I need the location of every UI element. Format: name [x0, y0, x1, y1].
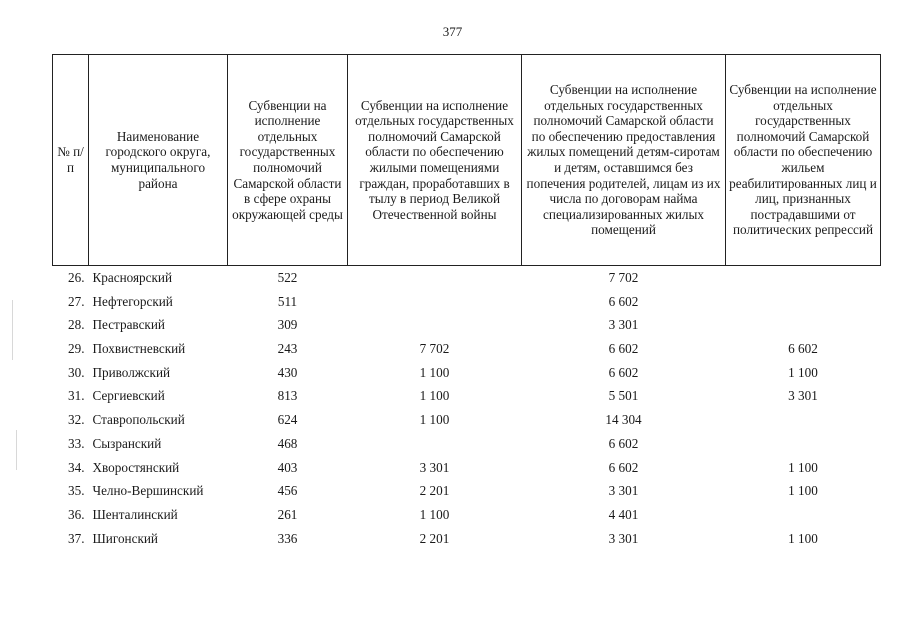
row-number: 33.	[68, 435, 85, 451]
table-row	[53, 313, 881, 337]
row-value-orphans: 7 702	[608, 270, 639, 286]
row-value-env: 468	[277, 435, 298, 451]
header-col3: Субвенции на исполнение отдельных государственных полномочий Самарской области по обеспечению предоставления жилых помещений детям-сиротам и детям, оставшимся без попечения родителей, лицам из их числа по договорам найма специализированных жилых помещений	[522, 55, 726, 266]
row-value-orphans: 6 602	[608, 293, 639, 309]
row-number: 29.	[68, 341, 85, 357]
row-number: 32.	[68, 412, 85, 428]
row-value-orphans: 6 602	[608, 459, 639, 475]
row-value-home-front	[348, 290, 522, 314]
row-value-repressed: 1 100	[788, 459, 818, 475]
row-number: 35.	[68, 483, 85, 499]
scan-artifact	[16, 430, 17, 470]
table-row	[53, 266, 881, 290]
table-row	[53, 408, 881, 432]
row-value-env: 403	[277, 459, 298, 475]
header-num: № п/п	[53, 55, 89, 266]
row-value-env: 511	[277, 293, 298, 309]
row-name: Сызранский	[92, 435, 162, 451]
row-value-repressed	[726, 503, 881, 527]
table-row	[53, 456, 881, 480]
row-value-env: 813	[277, 388, 298, 404]
table-row	[53, 384, 881, 408]
row-value-repressed	[726, 408, 881, 432]
table-row	[53, 361, 881, 385]
row-value-orphans: 6 602	[608, 435, 639, 451]
row-value-repressed: 1 100	[788, 483, 818, 499]
row-number: 27.	[68, 293, 85, 309]
header-name: Наименование городского округа, муниципального района	[89, 55, 228, 266]
row-value-repressed: 3 301	[788, 388, 818, 404]
page-number: 377	[442, 24, 463, 39]
row-number: 26.	[68, 270, 85, 286]
row-value-orphans: 6 602	[608, 364, 639, 380]
row-name: Шенталинский	[92, 506, 178, 522]
table-header	[53, 55, 881, 266]
row-value-repressed	[726, 313, 881, 337]
row-value-home-front	[348, 432, 522, 456]
row-value-home-front: 3 301	[419, 459, 450, 475]
header-col4: Субвенции на исполнение отдельных государственных полномочий Самарской области по обеспечению жильем реабилитированных лиц и лиц, признанных пострадавшими от политических репрессий	[726, 55, 881, 266]
row-value-repressed: 1 100	[788, 530, 818, 546]
row-value-env: 522	[277, 270, 298, 286]
row-name: Пестравский	[92, 317, 165, 333]
row-value-home-front	[348, 266, 522, 290]
row-value-env: 309	[277, 317, 298, 333]
row-name: Шигонский	[92, 530, 158, 546]
row-name: Челно-Вершинский	[92, 483, 204, 499]
row-name: Нефтегорский	[92, 293, 173, 309]
row-number: 37.	[68, 530, 85, 546]
scan-artifact	[12, 300, 13, 360]
row-value-env: 430	[277, 364, 298, 380]
row-number: 30.	[68, 364, 85, 380]
table-row	[53, 337, 881, 361]
row-value-orphans: 6 602	[608, 341, 639, 357]
row-value-env: 624	[277, 412, 298, 428]
row-value-repressed	[726, 432, 881, 456]
row-value-repressed	[726, 290, 881, 314]
row-number: 28.	[68, 317, 85, 333]
row-number: 31.	[68, 388, 85, 404]
row-value-env: 456	[277, 483, 298, 499]
row-value-home-front: 1 100	[419, 412, 450, 428]
row-value-repressed: 1 100	[788, 364, 818, 380]
header-col1: Субвенции на исполнение отдельных государственных полномочий Самарской области в сфере охраны окружающей среды	[228, 55, 348, 266]
row-value-env: 336	[277, 530, 298, 546]
row-value-env: 243	[277, 341, 298, 357]
table-row	[53, 479, 881, 503]
table-row	[53, 527, 881, 551]
row-name: Похвистневский	[92, 341, 186, 357]
row-value-repressed	[726, 266, 881, 290]
row-value-env: 261	[277, 506, 298, 522]
row-name: Ставропольский	[92, 412, 185, 428]
table-body	[53, 266, 881, 551]
row-value-orphans: 3 301	[608, 317, 639, 333]
table-row	[53, 290, 881, 314]
row-value-home-front	[348, 313, 522, 337]
row-value-orphans: 3 301	[608, 483, 639, 499]
table-row	[53, 503, 881, 527]
header-col2: Субвенции на исполнение отдельных государственных полномочий Самарской области по обеспечению жилыми помещениями граждан, проработавших в тылу в период Великой Отечественной войны	[348, 55, 522, 266]
row-name: Приволжский	[92, 364, 171, 380]
row-value-orphans: 5 501	[608, 388, 639, 404]
row-number: 34.	[68, 459, 85, 475]
row-value-home-front: 2 201	[419, 530, 450, 546]
row-value-orphans: 3 301	[608, 530, 639, 546]
row-value-orphans: 4 401	[608, 506, 639, 522]
row-name: Хворостянский	[92, 459, 180, 475]
row-value-orphans: 14 304	[605, 412, 642, 428]
row-value-home-front: 1 100	[419, 506, 450, 522]
row-name: Красноярский	[92, 270, 173, 286]
table-row	[53, 432, 881, 456]
row-value-home-front: 1 100	[419, 364, 450, 380]
row-value-home-front: 1 100	[419, 388, 450, 404]
row-value-repressed: 6 602	[788, 341, 818, 357]
row-value-home-front: 7 702	[419, 341, 450, 357]
row-value-home-front: 2 201	[419, 483, 450, 499]
row-name: Сергиевский	[92, 388, 165, 404]
subsidy-table	[52, 54, 881, 550]
row-number: 36.	[68, 506, 85, 522]
